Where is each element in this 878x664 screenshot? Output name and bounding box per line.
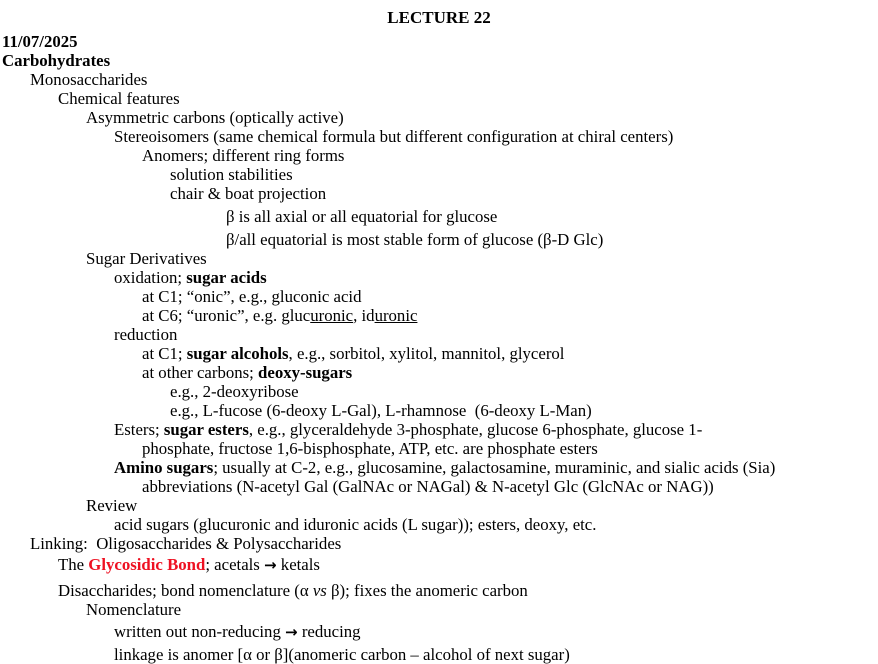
right-arrow-icon: → [264, 556, 277, 574]
outline-line [0, 401, 878, 420]
outline-line [0, 127, 878, 146]
text-segment: reducing [297, 622, 361, 641]
outline-line [0, 325, 878, 344]
outline-line [0, 268, 878, 287]
outline-line [0, 287, 878, 306]
text-segment: , e.g., glyceraldehyde 3-phosphate, glucose 6-phosphate, glucose 1- [248, 420, 703, 439]
text-segment: at other carbons; [142, 363, 259, 382]
text-segment: ; usually at C-2, e.g., glucosamine, galactosamine, muraminic, and sialic acids (Sia) [213, 458, 776, 477]
outline-line [0, 363, 878, 382]
outline-line [0, 230, 878, 249]
text-segment: Carbohydrates [2, 51, 111, 70]
text-segment: Amino sugars [114, 458, 214, 477]
text-segment: , e.g., sorbitol, xylitol, mannitol, glycerol [288, 344, 565, 363]
page-title: LECTURE 22 [387, 8, 491, 27]
outline-line [0, 32, 878, 51]
right-arrow-icon: → [285, 623, 298, 641]
text-segment: ketals [276, 555, 320, 574]
outline-line [0, 165, 878, 184]
outline-line [0, 344, 878, 363]
outline-line [0, 108, 878, 127]
text-segment: e.g., L-fucose (6-deoxy L-Gal), L-rhamnose (6-deoxy L-Man) [170, 401, 592, 420]
text-segment: uronic [374, 306, 418, 325]
text-segment: Disaccharides; bond nomenclature (α [58, 581, 313, 600]
text-segment: β/all equatorial is most stable form of glucose (β-D Glc) [226, 230, 604, 249]
outline-line [0, 382, 878, 401]
text-segment: Chemical features [58, 89, 180, 108]
text-segment: Sugar Derivatives [86, 249, 207, 268]
outline-line [0, 249, 878, 268]
text-segment: β); fixes the anomeric carbon [326, 581, 528, 600]
outline-line [0, 89, 878, 108]
text-segment: β is all axial or all equatorial for glucose [226, 207, 498, 226]
text-segment: e.g., 2-deoxyribose [170, 382, 299, 401]
outline-line [0, 645, 878, 664]
outline-line [0, 207, 878, 226]
outline-line [0, 184, 878, 203]
text-segment: acid sugars (glucuronic and iduronic acids (L sugar)); esters, deoxy, etc. [114, 515, 597, 534]
text-segment: 11/07/2025 [2, 32, 78, 51]
text-segment: deoxy-sugars [258, 363, 353, 382]
text-segment: at C1; “onic”, e.g., gluconic acid [142, 287, 362, 306]
outline-line [0, 306, 878, 325]
outline-line [0, 534, 878, 553]
text-segment: Review [86, 496, 138, 515]
outline-line [0, 458, 878, 477]
outline-line [0, 439, 878, 458]
text-segment: Asymmetric carbons (optically active) [86, 108, 344, 127]
text-segment: Nomenclature [86, 600, 182, 619]
outline-line [0, 496, 878, 515]
text-segment: sugar esters [163, 420, 249, 439]
text-segment: Stereoisomers (same chemical formula but different configuration at chiral centers) [114, 127, 674, 146]
text-segment: at C6; “uronic”, e.g. gluc [142, 306, 311, 325]
outline-line [0, 555, 878, 575]
text-segment: , id [353, 306, 375, 325]
text-segment: The [58, 555, 89, 574]
text-segment: Glycosidic Bond [88, 555, 206, 574]
outline-line [0, 51, 878, 70]
outline-line [0, 515, 878, 534]
outline-line [0, 420, 878, 439]
outline-line [0, 600, 878, 619]
outline-line [0, 70, 878, 89]
outline [0, 32, 878, 664]
text-segment: sugar alcohols [186, 344, 289, 363]
text-segment: oxidation; [114, 268, 187, 287]
text-segment: linkage is anomer [α or β](anomeric carbon – alcohol of next sugar) [114, 645, 570, 664]
text-segment: uronic [310, 306, 354, 325]
text-segment: vs [312, 581, 327, 600]
outline-line [0, 622, 878, 642]
text-segment: ; acetals [205, 555, 265, 574]
outline-line [0, 477, 878, 496]
text-segment: Linking: Oligosaccharides & Polysaccharides [30, 534, 342, 553]
text-segment: reduction [114, 325, 178, 344]
text-segment: written out non-reducing [114, 622, 286, 641]
text-segment: solution stabilities [170, 165, 293, 184]
outline-line [0, 581, 878, 600]
text-segment: abbreviations (N-acetyl Gal (GalNAc or NAGal) & N-acetyl Glc (GlcNAc or NAG)) [142, 477, 714, 496]
text-segment: sugar acids [186, 268, 267, 287]
text-segment: chair & boat projection [170, 184, 327, 203]
text-segment: Anomers; different ring forms [142, 146, 345, 165]
text-segment: Monosaccharides [30, 70, 148, 89]
text-segment: Esters; [114, 420, 164, 439]
text-segment: at C1; [142, 344, 187, 363]
text-segment: phosphate, fructose 1,6-bisphosphate, ATP, etc. are phosphate esters [142, 439, 598, 458]
outline-line [0, 146, 878, 165]
